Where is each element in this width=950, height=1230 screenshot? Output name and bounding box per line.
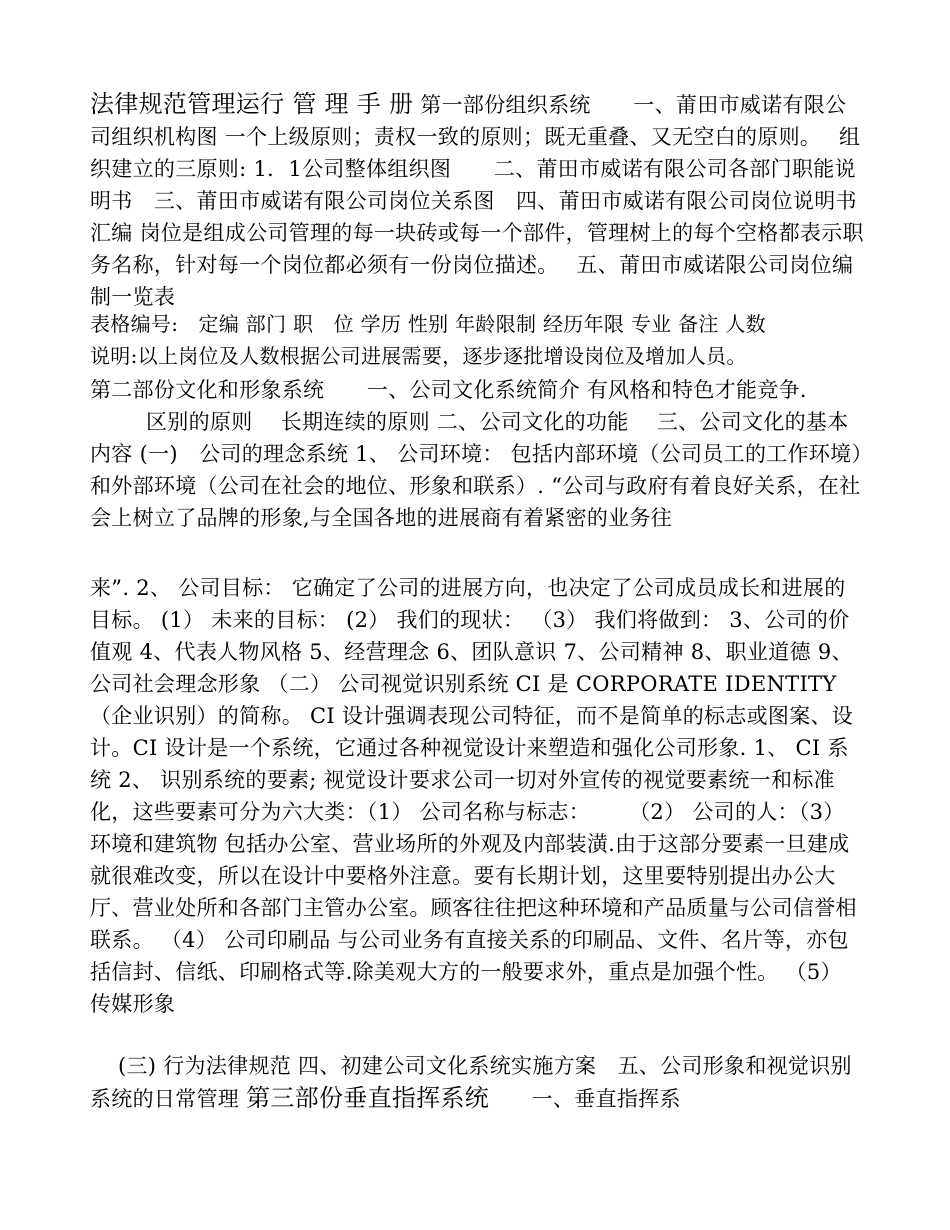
paragraph-company-goals-ci xyxy=(90,572,865,1020)
section-three-tail: 一、垂直指挥系 xyxy=(489,1087,681,1111)
section-three-heading: 第三部份垂直指挥系统 xyxy=(246,1084,490,1112)
culture-system-text: 区别的原则 长期连续的原则 二、公司文化的功能 三、公司文化的基本内容 (一) 公司的理念系统 1、 公司环境： 包括内部环境（公司员工的工作环境）和外部环境（公司在社会的地位、形象和联系）. “公司与政府有着良好关系，在社会上树立了品牌的形象,与全国各地的进展商有着紧密的业务往 xyxy=(90,410,863,530)
company-goals-ci-text: 来”. 2、 公司目标： 它确定了公司的进展方向，也决定了公司成员成长和进展的目标。 (1） 未来的目标： (2） 我们的现状： （3） 我们将做到： 3、公司的价值观 4、代表人物风格 5、经营理念 6、团队意识 7、公司精神 8、职业道德 9、公司社会理念形象 （二） 公司视觉识别系统 CI 是 CORPORATE IDENTITY （企业识别）的简称。 CI 设计强调表现公司特征，而不是简单的标志或图案、设计。CI 设计是一个系统，它通过各种视觉设计来塑造和强化公司形象. 1、 CI 系统 2、 识别系统的要素; 视觉设计要求公司一切对外宣传的视觉要素统一和标准化，这些要素可分为六大类：（1） 公司名称与标志： （2） 公司的人：（3） 环境和建筑物 包括办公室、营业场所的外观及内部装潢.由于这部分要素一旦建成就很难改变，所以在设计中要格外注意。要有长期计划，这里要特别提出办公大厅、营业处所和各部门主管办公室。顾客往往把这种环境和产品质量与公司信誉相联系。 （4） 公司印刷品 与公司业务有直接关系的印刷品、文件、名片等，亦包括信封、信纸、印刷格式等.除美观大方的一般要求外，重点是加强个性。 （5） 传媒形象 xyxy=(90,576,857,1016)
document-title: 法律规范管理运行 管 理 手 册 xyxy=(90,90,414,118)
paragraph-manual-intro xyxy=(90,88,865,313)
section-one-text: 第一部份组织系统 一、莆田市威诺有限公司组织机构图 一个上级原则；责权一致的原则；既无重叠、又无空白的原则。 组织建立的三原则: 1．1公司整体组织图 二、莆田市威诺有限公司各部门职能说明书 三、莆田市威诺有限公司岗位关系图 四、莆田市威诺有限公司岗位说明书汇编 岗位是组成公司管理的每一块砖或每一个部件，管理树上的每个空格都表示职务名称，针对每一个岗位都必须有一份岗位描述。 五、莆田市威诺限公司岗位编制一览表 xyxy=(90,93,864,309)
paragraph-culture-system xyxy=(90,374,865,534)
behavior-norms-text: (三) 行为法律规范 四、初建公司文化系统实施方案 五、公司形象和视觉识别系统的日常管理 xyxy=(90,1054,852,1111)
paragraph-section-three xyxy=(90,1050,865,1115)
form-note-line: 说明:以上岗位及人数根据公司进展需要，逐步逐批增设岗位及增加人员。 xyxy=(90,344,747,368)
paragraph-form-note xyxy=(90,308,865,372)
form-fields-line: 表格编号: 定编 部门 职 位 学历 性别 年龄限制 经历年限 专业 备注 人数 xyxy=(90,312,766,336)
section-two-heading-line: 第二部份文化和形象系统 一、公司文化系统简介 有风格和特色才能竞争. xyxy=(90,378,807,402)
